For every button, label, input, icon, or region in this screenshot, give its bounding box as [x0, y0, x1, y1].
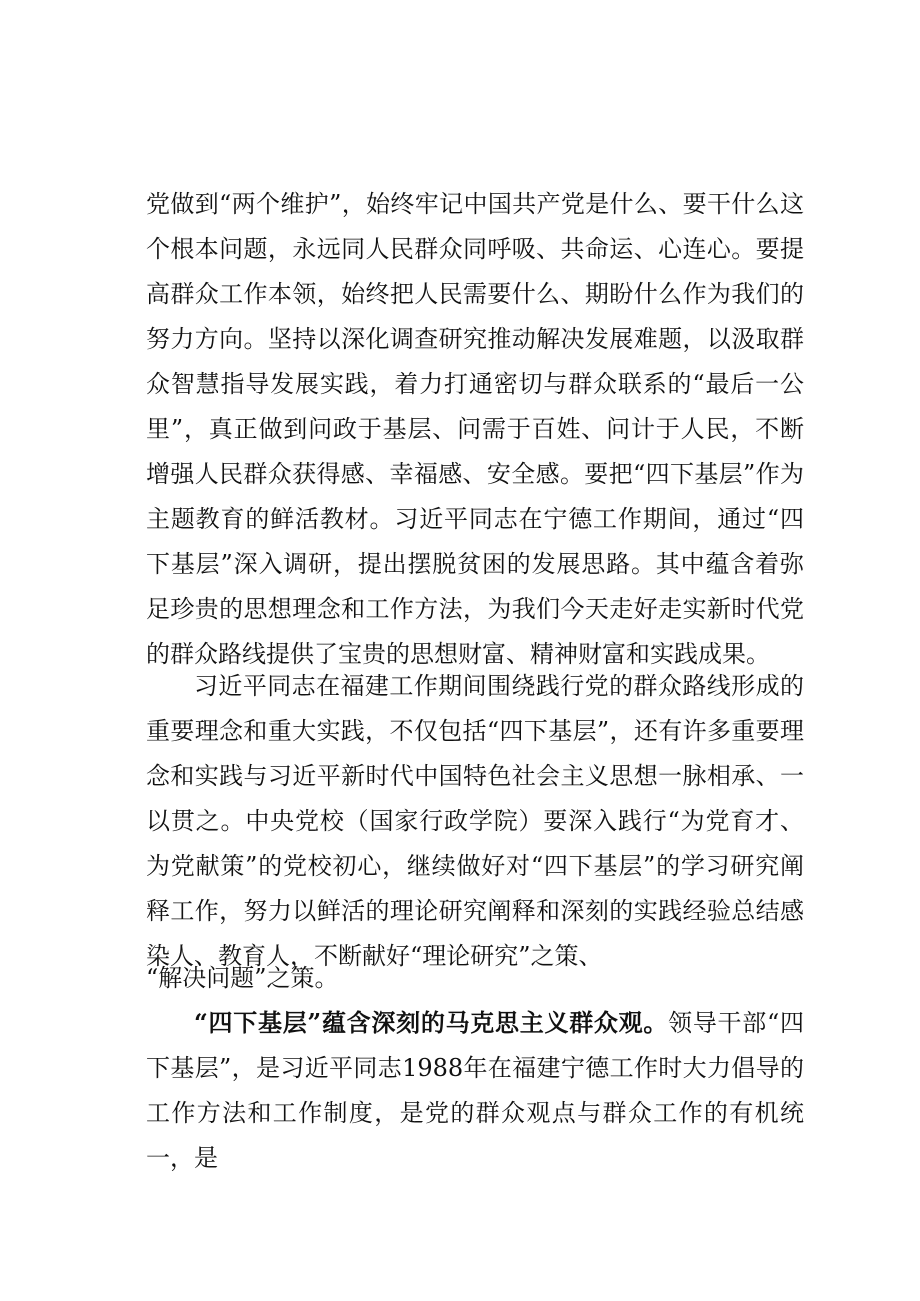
paragraph-3-body: 领导干部“四下基层”，是习近平同志1988年在福建宁德工作时大力倡导的工作方法和工作制度，是党的群众观点与群众工作的有机统一，是	[146, 1009, 805, 1172]
paragraph-3	[146, 1000, 804, 1181]
section-heading: “四下基层”蕴含深刻的马克思主义群众观。	[194, 1008, 669, 1037]
paragraph-2-tail: “解决问题”之策。	[146, 964, 339, 992]
paragraph-1: 党做到“两个维护”，始终牢记中国共产党是什么、要干什么这个根本问题，永远同人民群众同呼吸、共命运、心连心。要提高群众工作本领，始终把人民需要什么、期盼什么作为我们的努力方向。坚持以深化调查研究推动解决发展难题，以汲取群众智慧指导发展实践，着力打通密切与群众联系的“最后一公里”，真正做到问政于基层、问需于百姓、问计于人民，不断增强人民群众获得感、幸福感、安全感。要把“四下基层”作为主题教育的鲜活教材。习近平同志在宁德工作期间，通过“四下基层”深入调研，提出摆脱贫困的发展思路。其中蕴含着弥足珍贵的思想理念和工作方法，为我们今天走好走实新时代党的群众路线提供了宝贵的思想财富、精神财富和实践成果。	[146, 190, 804, 668]
paragraph-2: 习近平同志在福建工作期间围绕践行党的群众路线形成的重要理念和重大实践，不仅包括“四下基层”，还有许多重要理念和实践与习近平新时代中国特色社会主义思想一脉相承、一以贯之。中央党校（国家行政学院）要深入践行“为党育才、为党献策”的党校初心，继续做好对“四下基层”的学习研究阐释工作，努力以鲜活的理论研究阐释和深刻的实践经验总结感染人、教育人，不断献好“理论研究”之策、	[146, 672, 804, 970]
